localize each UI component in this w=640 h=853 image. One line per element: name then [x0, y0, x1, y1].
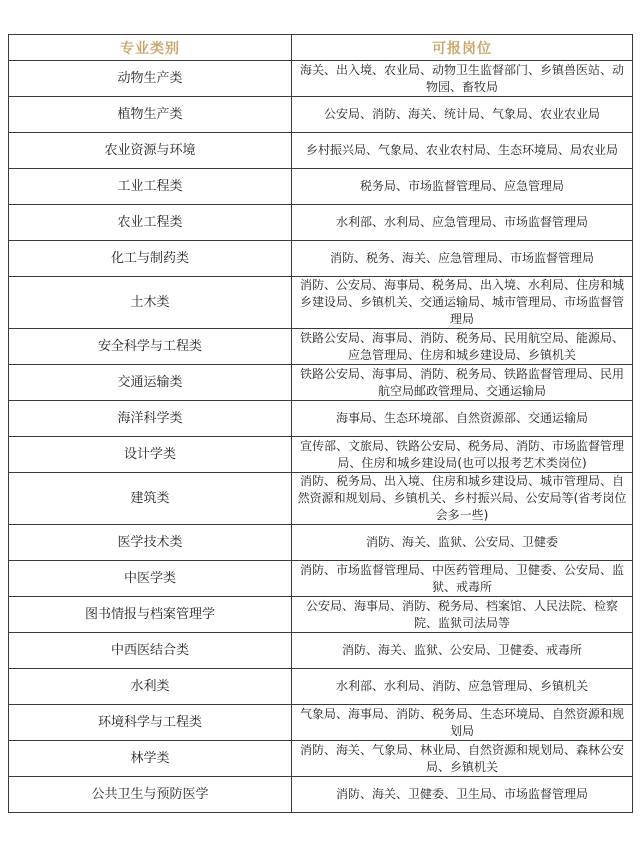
- header-positions: 可报岗位: [292, 35, 633, 61]
- positions-cell: 水利部、水利局、消防、应急管理局、乡镇机关: [292, 669, 633, 705]
- category-cell: 公共卫生与预防医学: [9, 777, 292, 813]
- category-cell: 建筑类: [9, 473, 292, 525]
- category-cell: 林学类: [9, 741, 292, 777]
- category-cell: 交通运输类: [9, 365, 292, 401]
- positions-cell: 消防、税务、海关、应急管理局、市场监督管理局: [292, 241, 633, 277]
- positions-cell: 税务局、市场监督管理局、应急管理局: [292, 169, 633, 205]
- positions-cell: 消防、市场监督管理局、中医药管理局、卫健委、公安局、监狱、戒毒所: [292, 561, 633, 597]
- positions-cell: 海事局、生态环境部、自然资源部、交通运输局: [292, 401, 633, 437]
- positions-cell: 水利部、水利局、应急管理局、市场监督管理局: [292, 205, 633, 241]
- category-cell: 土木类: [9, 277, 292, 329]
- table-row: [9, 97, 633, 133]
- positions-cell: 海关、出入境、农业局、动物卫生监督部门、乡镇兽医站、动物园、畜牧局: [292, 61, 633, 97]
- category-cell: 中西医结合类: [9, 633, 292, 669]
- positions-cell: 乡村振兴局、气象局、农业农村局、生态环境局、局农业局: [292, 133, 633, 169]
- table-row: [9, 61, 633, 97]
- job-table-container: [8, 34, 632, 813]
- category-cell: 图书情报与档案管理学: [9, 597, 292, 633]
- table-row: [9, 365, 633, 401]
- table-row: [9, 277, 633, 329]
- positions-cell: 公安局、消防、海关、统计局、气象局、农业农业局: [292, 97, 633, 133]
- table-row: [9, 633, 633, 669]
- table-row: [9, 169, 633, 205]
- positions-cell: 消防、海关、气象局、林业局、自然资源和规划局、森林公安局、乡镇机关: [292, 741, 633, 777]
- table-row: [9, 777, 633, 813]
- category-cell: 动物生产类: [9, 61, 292, 97]
- category-cell: 设计学类: [9, 437, 292, 473]
- category-cell: 农业工程类: [9, 205, 292, 241]
- positions-cell: 消防、海关、卫健委、卫生局、市场监督管理局: [292, 777, 633, 813]
- positions-cell: 消防、海关、监狱、公安局、卫健委: [292, 525, 633, 561]
- category-cell: 环境科学与工程类: [9, 705, 292, 741]
- category-cell: 中医学类: [9, 561, 292, 597]
- positions-cell: 消防、公安局、海事局、税务局、出入境、水利局、住房和城乡建设局、乡镇机关、交通运输局、城市管理局、市场监督管理局: [292, 277, 633, 329]
- category-cell: 安全科学与工程类: [9, 329, 292, 365]
- table-row: [9, 525, 633, 561]
- positions-cell: 消防、海关、监狱、公安局、卫健委、戒毒所: [292, 633, 633, 669]
- positions-cell: 铁路公安局、海事局、消防、税务局、铁路监督管理局、民用航空局邮政管理局、交通运输局: [292, 365, 633, 401]
- category-cell: 海洋科学类: [9, 401, 292, 437]
- table-row: [9, 597, 633, 633]
- table-row: [9, 705, 633, 741]
- header-category: 专业类别: [9, 35, 292, 61]
- table-row: [9, 205, 633, 241]
- table-header-row: [9, 35, 633, 61]
- table-row: [9, 669, 633, 705]
- category-cell: 化工与制药类: [9, 241, 292, 277]
- table-row: [9, 241, 633, 277]
- major-positions-table: [8, 34, 633, 813]
- category-cell: 工业工程类: [9, 169, 292, 205]
- positions-cell: 铁路公安局、海事局、消防、税务局、民用航空局、能源局、应急管理局、住房和城乡建设局、乡镇机关: [292, 329, 633, 365]
- positions-cell: 消防、税务局、出入境、住房和城乡建设局、城市管理局、自然资源和规划局、乡镇机关、乡村振兴局、公安局等(省考岗位会多一些): [292, 473, 633, 525]
- category-cell: 植物生产类: [9, 97, 292, 133]
- category-cell: 医学技术类: [9, 525, 292, 561]
- positions-cell: 气象局、海事局、消防、税务局、生态环境局、自然资源和规划局: [292, 705, 633, 741]
- table-row: [9, 741, 633, 777]
- category-cell: 水利类: [9, 669, 292, 705]
- table-row: [9, 561, 633, 597]
- positions-cell: 宣传部、文旅局、铁路公安局、税务局、消防、市场监督管理局、住房和城乡建设局(也可以报考艺术类岗位): [292, 437, 633, 473]
- positions-cell: 公安局、海事局、消防、税务局、档案馆、人民法院、检察院、监狱司法局等: [292, 597, 633, 633]
- table-row: [9, 437, 633, 473]
- table-row: [9, 473, 633, 525]
- table-row: [9, 329, 633, 365]
- category-cell: 农业资源与环境: [9, 133, 292, 169]
- table-row: [9, 133, 633, 169]
- table-row: [9, 401, 633, 437]
